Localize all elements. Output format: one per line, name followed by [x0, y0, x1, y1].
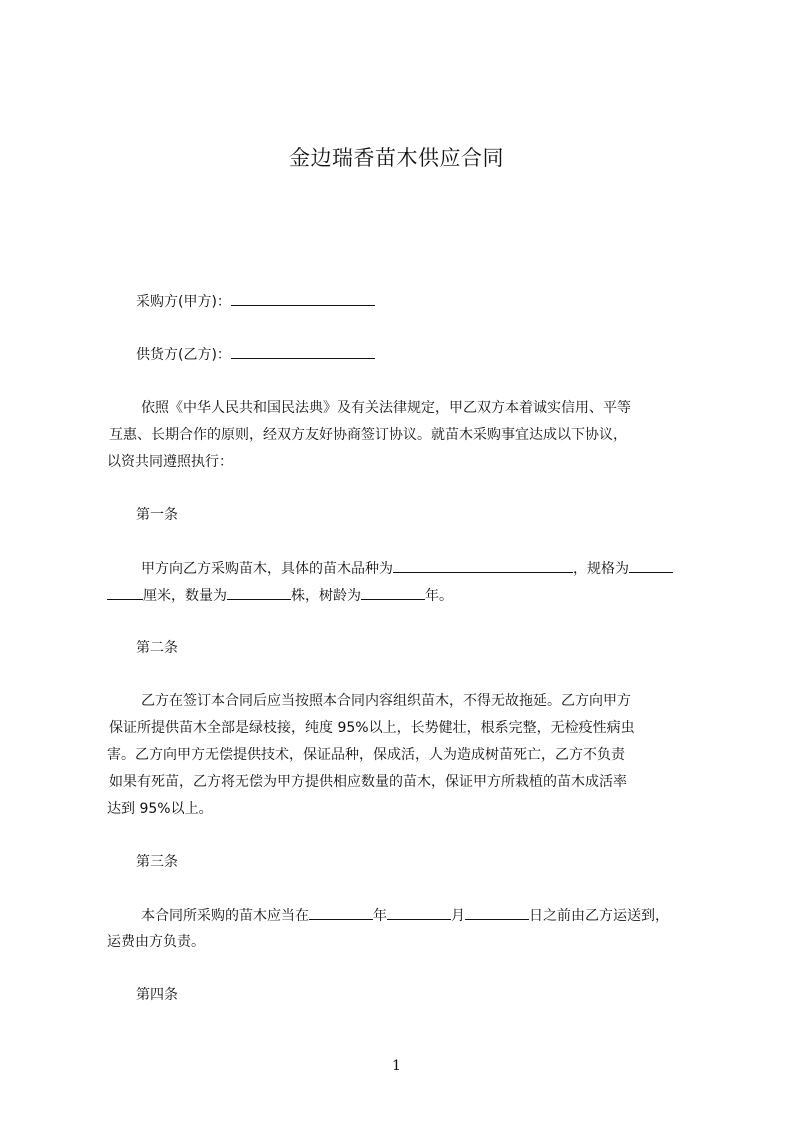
article-2-line-2: 保证所提供苗木全部是绿枝接，纯度 95%以上，长势健壮，根系完整，无检疫性病虫 — [109, 720, 635, 736]
page-number: 1 — [392, 1058, 401, 1074]
article-1-text-c: 厘米，数量为 — [143, 588, 227, 604]
article-1-text-d: 株，树龄为 — [291, 588, 361, 604]
article-3-heading: 第三条 — [136, 854, 178, 870]
article-4-heading: 第四条 — [136, 987, 178, 1003]
quantity-blank — [227, 585, 291, 600]
party-b-line — [136, 344, 375, 365]
article-3-text-d: 日之前由乙方运送到， — [529, 908, 669, 924]
article-1-text-b: ，规格为 — [573, 561, 629, 577]
article-1-line-1 — [141, 558, 673, 579]
article-1-text-a: 甲方向乙方采购苗木，具体的苗木品种为 — [141, 561, 393, 577]
article-2-heading: 第二条 — [136, 640, 178, 656]
intro-line-2: 互惠、长期合作的原则，经双方友好协商签订协议。就苗木采购事宜达成以下协议， — [109, 427, 627, 443]
party-a-blank — [231, 291, 375, 306]
party-b-blank — [231, 344, 375, 359]
party-b-label: 供货方(乙方)： — [136, 347, 231, 363]
article-3-line-2: 运费由方负责。 — [107, 934, 205, 950]
document-title: 金边瑞香苗木供应合同 — [289, 146, 504, 170]
article-2-line-4: 如果有死苗，乙方将无偿为甲方提供相应数量的苗木，保证甲方所栽植的苗木成活率 — [109, 774, 627, 790]
month-blank — [387, 905, 451, 920]
intro-line-3: 以资共同遵照执行： — [107, 454, 233, 470]
article-1-line-2 — [107, 585, 453, 606]
age-blank — [361, 585, 425, 600]
variety-blank — [393, 558, 573, 573]
spec-blank-start — [629, 558, 673, 573]
spec-blank-end — [107, 585, 143, 600]
article-2-line-1: 乙方在签订本合同后应当按照本合同内容组织苗木，不得无故拖延。乙方向甲方 — [141, 693, 631, 709]
party-a-line — [136, 291, 375, 312]
year-blank — [309, 905, 373, 920]
article-1-text-e: 年。 — [425, 588, 453, 604]
article-1-heading: 第一条 — [136, 507, 178, 523]
article-2-line-5: 达到 95%以上。 — [107, 801, 213, 817]
day-blank — [465, 905, 529, 920]
party-a-label: 采购方(甲方)： — [136, 294, 231, 310]
intro-line-1: 依照《中华人民共和国民法典》及有关法律规定，甲乙双方本着诚实信用、平等 — [141, 400, 631, 416]
article-2-line-3: 害。乙方向甲方无偿提供技术，保证品种，保成活，人为造成树苗死亡，乙方不负责 — [107, 747, 625, 763]
article-3-line-1 — [141, 905, 669, 926]
article-3-text-b: 年 — [373, 908, 387, 924]
article-3-text-a: 本合同所采购的苗木应当在 — [141, 908, 309, 924]
article-3-text-c: 月 — [451, 908, 465, 924]
